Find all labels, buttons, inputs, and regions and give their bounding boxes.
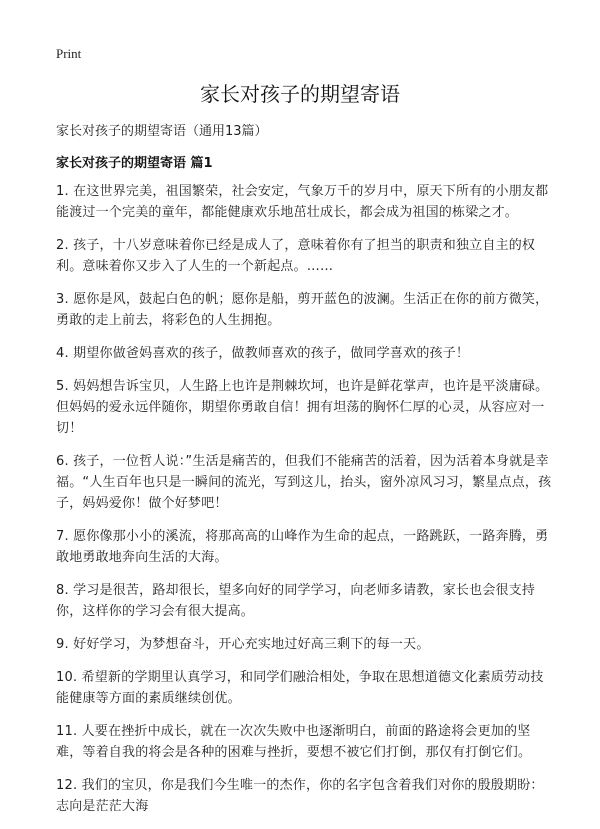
paragraph-12: 12. 我们的宝贝，你是我们今生唯一的杰作，你的名字包含着我们对你的殷殷期盼：志向是茫茫大海 (56, 778, 544, 814)
page-title: 家长对孩子的期望寄语 (200, 82, 400, 106)
print-link[interactable]: Print (56, 46, 82, 61)
paragraph-11: 11. 人要在挫折中成长，就在一次次失败中也逐渐明白，前面的路途将会更加的坚难，等着自我的将会是各种的困难与挫折，要想不被它们打倒，那仅有打倒它们。 (56, 724, 532, 760)
paragraph-8: 8. 学习是很苦，路却很长，望多向好的同学学习，向老师多请教，家长也会很支持你，这样你的学习会有很大提高。 (56, 583, 536, 619)
paragraph-7: 7. 愿你像那小小的溪流，将那高高的山峰作为生命的起点，一路跳跃，一路奔腾，勇敢地勇敢地奔向生活的大海。 (56, 529, 549, 565)
paragraph-10: 10. 希望新的学期里认真学习，和同学们融洽相处，争取在思想道德文化素质劳动技能健康等方面的素质继续创优。 (56, 670, 544, 706)
document-subtitle: 家长对孩子的期望寄语（通用13篇） (56, 124, 268, 139)
paragraph-5: 5. 妈妈想告诉宝贝，人生路上也许是荆棘坎坷，也许是鲜花掌声，也许是平淡庸碌。但妈妈的爱永远伴随你，期望你勇敢自信！拥有坦荡的胸怀仁厚的心灵，从容应对一切！ (56, 379, 549, 436)
paragraph-9: 9. 好好学习，为梦想奋斗，开心充实地过好高三剩下的每一天。 (56, 637, 430, 652)
paragraph-1: 1. 在这世界完美，祖国繁荣，社会安定，气象万千的岁月中，原天下所有的小朋友都能渡过一个完美的童年，都能健康欢乐地茁壮成长，都会成为祖国的栋梁之才。 (56, 184, 549, 220)
paragraph-2: 2. 孩子，十八岁意味着你已经是成人了，意味着你有了担当的职责和独立自主的权利。意味着你又步入了人生的一个新起点。…… (56, 238, 536, 274)
paragraph-4: 4. 期望你做爸妈喜欢的孩子，做教师喜欢的孩子，做同学喜欢的孩子！ (56, 346, 470, 361)
paragraph-list (56, 181, 556, 829)
paragraph-6: 6. 孩子，一位哲人说：”生活是痛苦的，但我们不能痛苦的活着，因为活着本身就是幸福。“人生百年也只是一瞬间的流光，写到这儿，抬头，窗外凉风习习，繁星点点，孩子，妈妈爱你！做个好梦吧！ (56, 454, 552, 511)
paragraph-3: 3. 愿你是风，鼓起白色的帆；愿你是船，剪开蓝色的波澜。生活正在你的前方微笑，勇敢的走上前去，将彩色的人生拥抱。 (56, 292, 549, 328)
section-heading: 家长对孩子的期望寄语 篇1 (56, 156, 213, 171)
